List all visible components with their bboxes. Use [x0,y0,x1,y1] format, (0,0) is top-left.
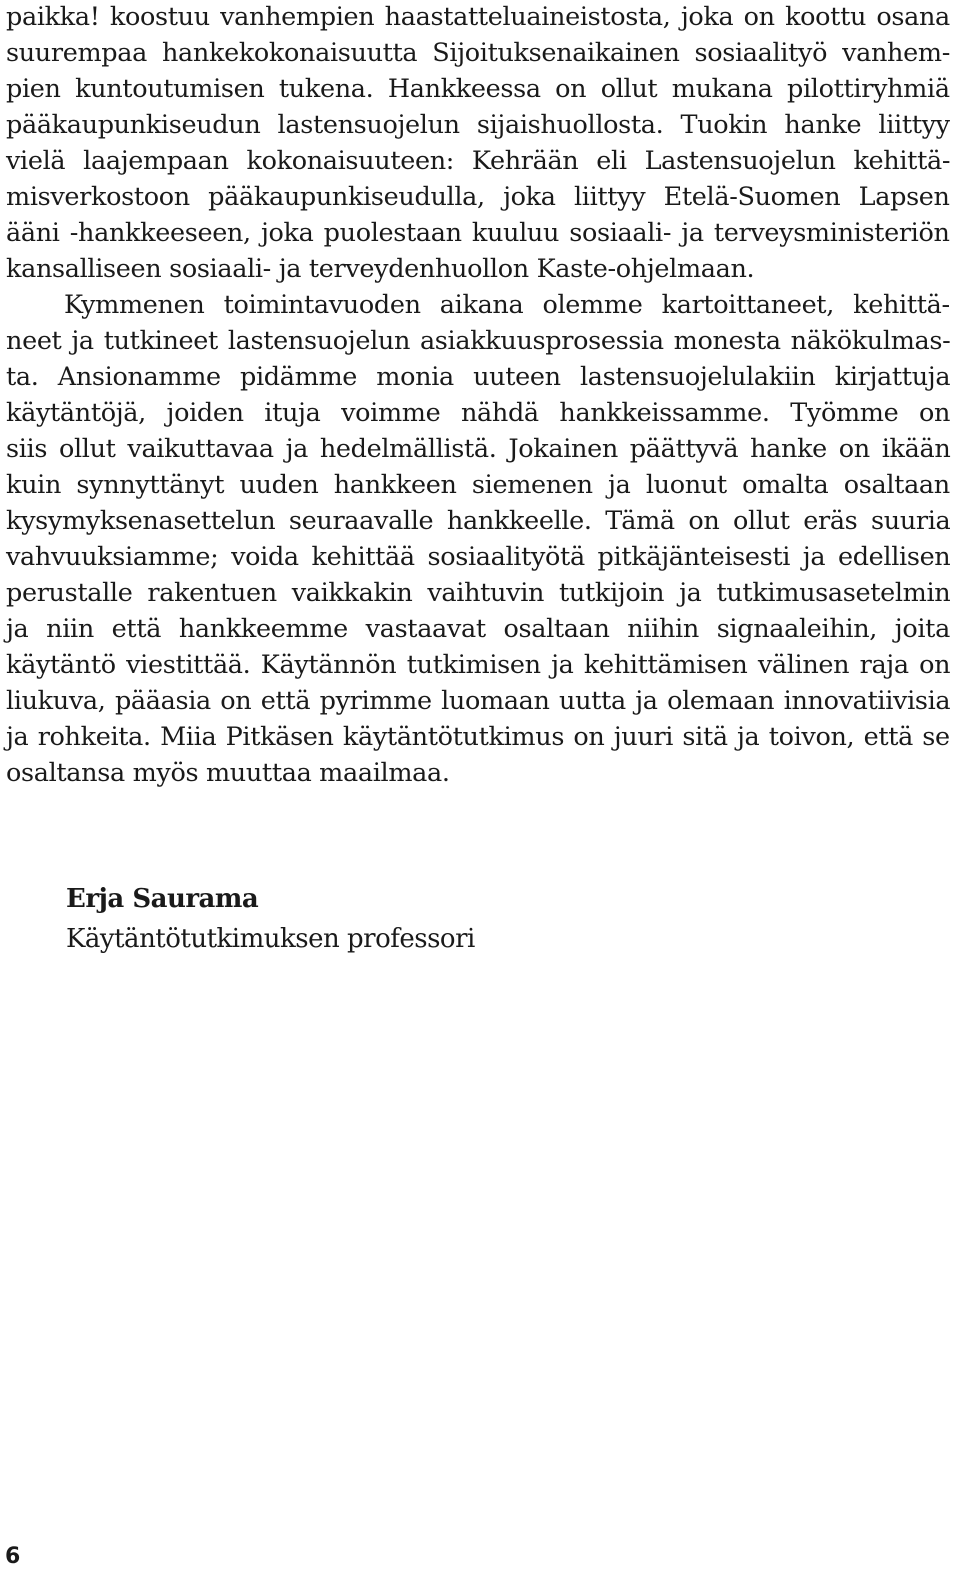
body-line: pien kuntoutumisen tukena. Hankkeessa on ollut mukana pilottiryhmiä [6,74,950,104]
body-line: suurempaa hankekokonaisuutta Sijoituksenaikainen sosiaalityö vanhem- [6,38,950,68]
body-line: käytäntöjä, joiden ituja voimme nähdä hankkeissamme. Työmme on [6,398,951,428]
body-line: liukuva, pääasia on että pyrimme luomaan uutta ja olemaan innovatiivisia [6,686,951,716]
body-line: kysymyksenasettelun seuraavalle hankkeelle. Tämä on ollut eräs suuria [6,506,951,536]
body-line: ja rohkeita. Miia Pitkäsen käytäntötutkimus on juuri sitä ja toivon, että se [6,722,950,752]
body-line: vielä laajempaan kokonaisuuteen: Kehrään eli Lastensuojelun kehittä- [6,146,951,176]
body-line: kansalliseen sosiaali- ja terveydenhuollon Kaste-ohjelmaan. [6,254,755,284]
body-line: ääni -hankkeeseen, joka puolestaan kuuluu sosiaali- ja terveysministeriön [6,218,950,248]
author-name: Erja Saurama [66,884,259,914]
body-line: vahvuuksiamme; voida kehittää sosiaalityötä pitkäjänteisesti ja edellisen [6,542,951,572]
body-line: ta. Ansionamme pidämme monia uuteen lastensuojelulakiin kirjattuja [6,362,951,392]
signature-block [66,881,475,957]
body-line: käytäntö viestittää. Käytännön tutkimisen ja kehittämisen välinen raja on [6,650,951,680]
body-line: Kymmenen toimintavuoden aikana olemme kartoittaneet, kehittä- [64,290,950,320]
body-line: misverkostoon pääkaupunkiseudulla, joka liittyy Etelä-Suomen Lapsen [6,182,950,212]
body-line: neet ja tutkineet lastensuojelun asiakkuusprosessia monesta näkökulmas- [6,326,951,356]
body-line: siis ollut vaikuttavaa ja hedelmällistä. Jokainen päättyvä hanke on ikään [6,434,951,464]
body-line: osaltansa myös muuttaa maailmaa. [6,758,450,788]
body-line: perustalle rakentuen vaikkakin vaihtuvin tutkijoin ja tutkimusasetelmin [6,578,951,608]
body-line: kuin synnyttänyt uuden hankkeen siemenen ja luonut omalta osaltaan [6,470,950,500]
body-line: pääkaupunkiseudun lastensuojelun sijaishuollosta. Tuokin hanke liittyy [6,110,950,140]
author-title: Käytäntötutkimuksen professori [66,924,475,954]
page-number: 6 [5,1544,21,1569]
body-line: ja niin että hankkeemme vastaavat osaltaan niihin signaaleihin, joita [6,614,950,644]
body-line: paikka! koostuu vanhempien haastatteluaineistosta, joka on koottu osana [6,2,950,32]
